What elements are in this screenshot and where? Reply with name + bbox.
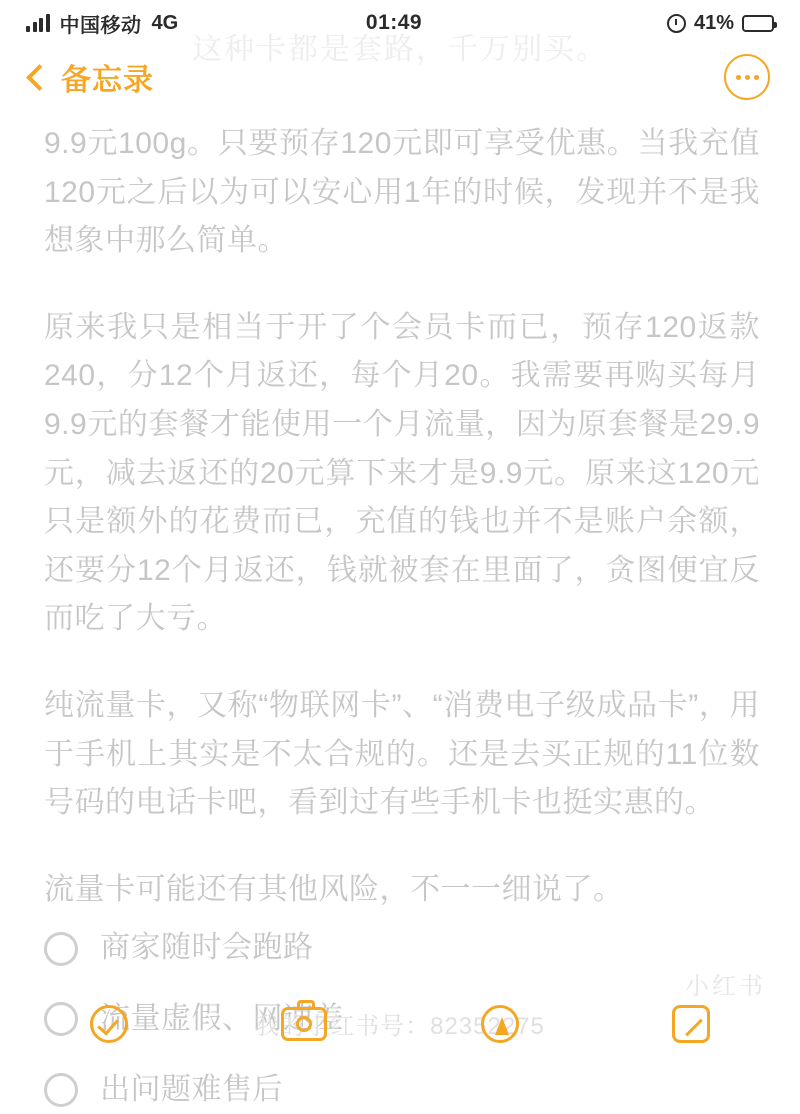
markup-pen-icon[interactable]: [481, 1005, 519, 1043]
checklist-item-label: 商家随时会跑路: [100, 924, 314, 973]
carrier-label: 中国移动: [60, 9, 142, 38]
background-ghost-text: 这种卡都是套路，千万别买。: [0, 24, 800, 68]
page-title: 备忘录: [61, 55, 154, 99]
checkbox-circle-icon[interactable]: [44, 932, 78, 966]
watermark-account: 我的小红书号：82352275: [0, 1006, 800, 1041]
list-item[interactable]: [44, 1066, 760, 1114]
chevron-left-icon: [26, 64, 53, 91]
more-options-button[interactable]: [724, 54, 770, 100]
back-button[interactable]: [30, 55, 154, 99]
alarm-clock-icon: [667, 14, 686, 33]
navigation-bar: [0, 46, 800, 108]
list-item[interactable]: [44, 924, 760, 973]
battery-icon: [742, 15, 774, 32]
status-bar-left: [26, 9, 372, 38]
note-paragraph: 9.9元100g。只要预存120元即可享受优惠。当我充值120元之后以为可以安心用1年的时候，发现并不是我想象中那么简单。: [44, 120, 760, 266]
more-dots-icon: [754, 75, 759, 80]
note-paragraph: 原来我只是相当于开了个会员卡而已，预存120返款240，分12个月返还，每个月20。我需要再购买每月9.9元的套餐才能使用一个月流量，因为原套餐是29.9元，减去返还的20元算下来才是9.9元。原来这120元只是额外的花费而已，充值的钱也并不是账户余额，还要分12个月返还，钱就被套在里面了，贪图便宜反而吃了大亏。: [44, 304, 760, 644]
note-paragraph: 流量卡可能还有其他风险，不一一细说了。: [44, 866, 760, 915]
bottom-toolbar: [0, 991, 800, 1057]
camera-icon[interactable]: [281, 1007, 327, 1041]
clock-label: 01:49: [366, 11, 422, 35]
checklist-item-label: 流量虚假、网速差: [100, 995, 344, 1044]
status-bar-right: [428, 12, 774, 35]
note-paragraph: 纯流量卡，又称“物联网卡”、“消费电子级成品卡”，用于手机上其实是不太合规的。还是去买正规的11位数号码的电话卡吧，看到过有些手机卡也挺实惠的。: [44, 682, 760, 828]
checklist-circle-icon[interactable]: [90, 1005, 128, 1043]
battery-percent-label: 41%: [694, 12, 734, 35]
signal-bars-icon: [26, 14, 50, 32]
status-bar: [0, 0, 800, 46]
watermark-badge: 小红书: [685, 966, 766, 1001]
checklist-item-label: 出问题难售后: [100, 1066, 283, 1114]
note-content[interactable]: [0, 108, 800, 1114]
more-dots-icon: [745, 75, 750, 80]
network-type-label: 4G: [152, 12, 179, 35]
compose-icon[interactable]: [672, 1005, 710, 1043]
more-dots-icon: [736, 75, 741, 80]
checkbox-circle-icon[interactable]: [44, 1073, 78, 1107]
